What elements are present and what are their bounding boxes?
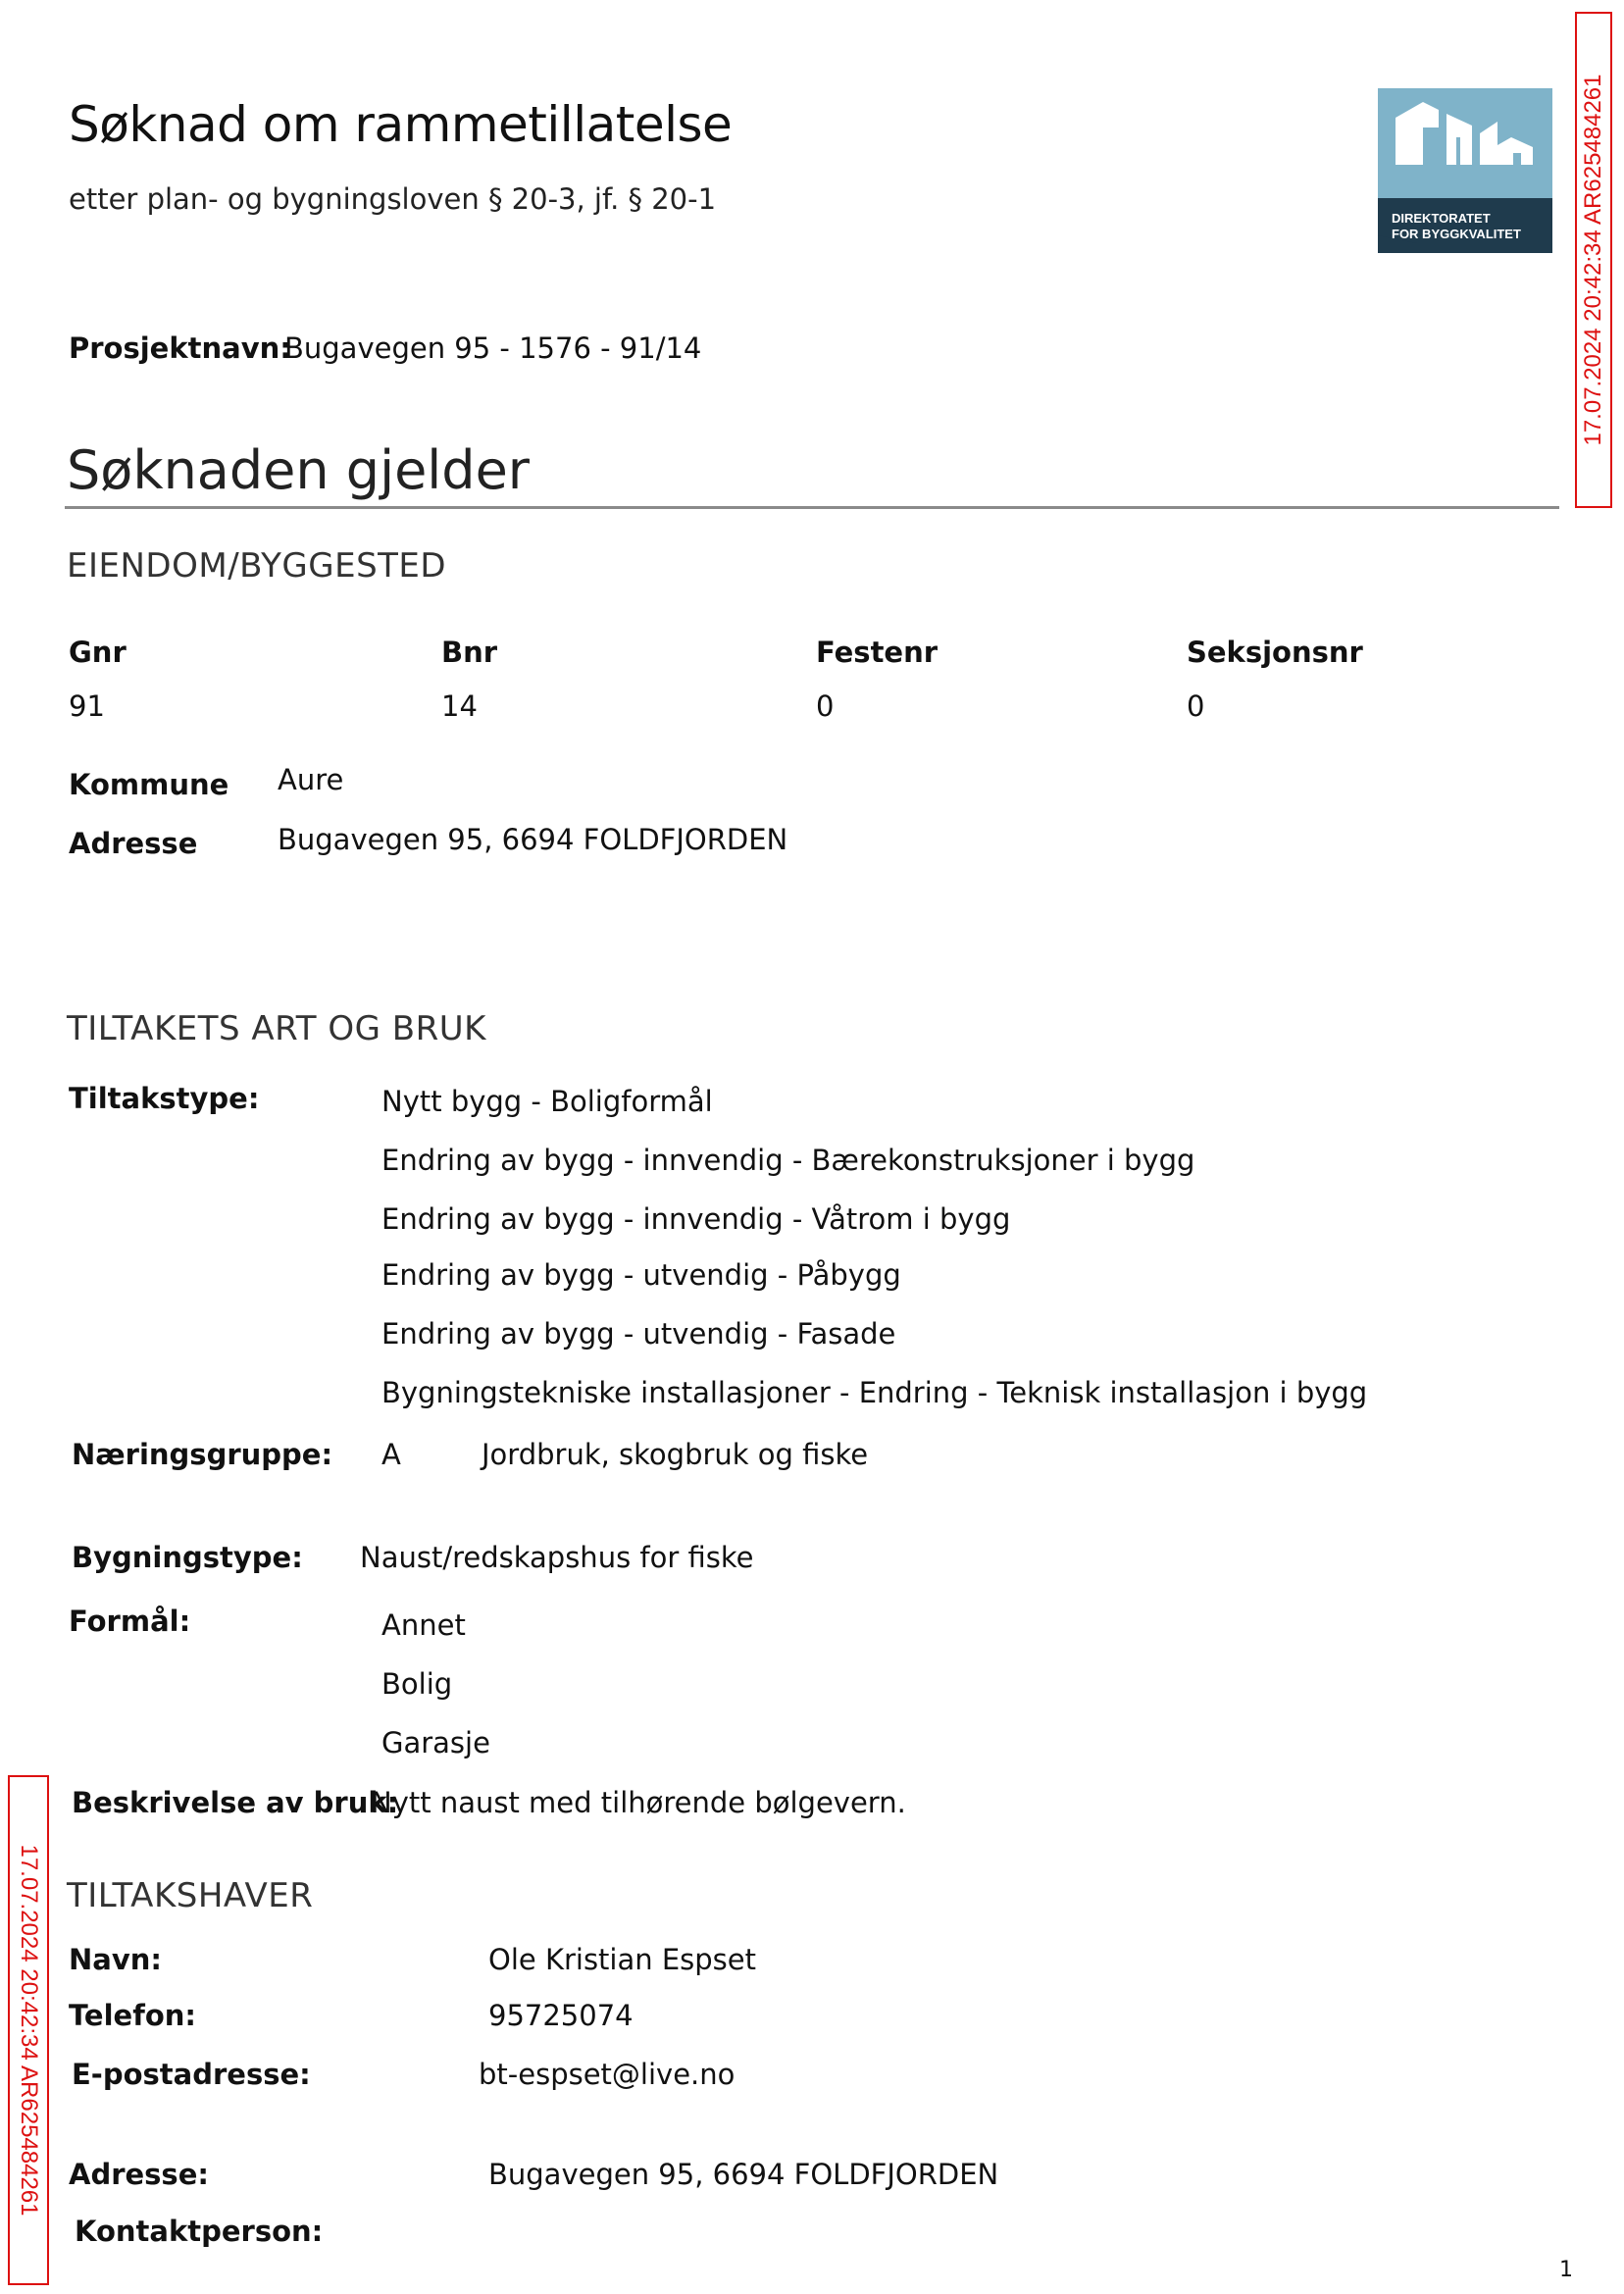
- tiltakshaver-heading: TILTAKSHAVER: [67, 1876, 314, 1915]
- document-title: Søknad om rammetillatelse: [69, 96, 733, 153]
- gnr-label: Gnr: [69, 636, 127, 669]
- tiltakshaver-adresse-label: Adresse:: [69, 2158, 209, 2191]
- adresse-label: Adresse: [69, 827, 198, 860]
- tiltakstype-item: Bygningstekniske installasjoner - Endring - Teknisk installasjon i bygg: [381, 1376, 1368, 1409]
- tiltakshaver-adresse-value: Bugavegen 95, 6694 FOLDFJORDEN: [488, 2158, 999, 2191]
- navn-label: Navn:: [69, 1943, 162, 1976]
- formaal-item: Garasje: [381, 1726, 490, 1759]
- tiltak-heading: TILTAKETS ART OG BRUK: [67, 1009, 486, 1048]
- project-label: Prosjektnavn:: [69, 331, 291, 365]
- tiltakstype-item: Nytt bygg - Boligformål: [381, 1085, 713, 1118]
- logo-line1: DIREKTORATET: [1392, 211, 1491, 226]
- bnr-label: Bnr: [441, 636, 498, 669]
- archive-stamp-text: 17.07.2024 20:42:34 AR625484261: [1580, 74, 1606, 446]
- document-subtitle: etter plan- og bygningsloven § 20-3, jf. § 20-1: [69, 182, 717, 216]
- naeringsgruppe-label: Næringsgruppe:: [72, 1438, 333, 1471]
- seksjonsnr-label: Seksjonsnr: [1187, 636, 1363, 669]
- navn-value: Ole Kristian Espset: [488, 1943, 757, 1976]
- beskrivelse-value: Nytt naust med tilhørende bølgevern.: [371, 1786, 906, 1819]
- eiendom-heading: EIENDOM/BYGGESTED: [67, 546, 447, 586]
- epost-label: E-postadresse:: [72, 2058, 311, 2091]
- tiltakstype-label: Tiltakstype:: [69, 1082, 260, 1115]
- naeringsgruppe-code: A: [381, 1438, 401, 1471]
- tiltakstype-item: Endring av bygg - innvendig - Våtrom i bygg: [381, 1202, 1011, 1236]
- tiltakstype-item: Endring av bygg - innvendig - Bærekonstruksjoner i bygg: [381, 1144, 1195, 1177]
- archive-stamp-text: 17.07.2024 20:42:34 AR625484261: [16, 1844, 42, 2217]
- telefon-label: Telefon:: [69, 1999, 196, 2032]
- section-divider: [65, 506, 1559, 509]
- formaal-item: Annet: [381, 1608, 466, 1642]
- seksjonsnr-value: 0: [1187, 689, 1205, 723]
- section-title: Søknaden gjelder: [67, 439, 530, 501]
- kommune-label: Kommune: [69, 768, 229, 801]
- project-value: Bugavegen 95 - 1576 - 91/14: [284, 331, 702, 365]
- telefon-value: 95725074: [488, 1999, 634, 2032]
- naeringsgruppe-text: Jordbruk, skogbruk og fiske: [482, 1438, 869, 1471]
- festenr-value: 0: [816, 689, 835, 723]
- tiltakstype-item: Endring av bygg - utvendig - Påbygg: [381, 1258, 901, 1292]
- gnr-value: 91: [69, 689, 105, 723]
- beskrivelse-label: Beskrivelse av bruk:: [72, 1786, 399, 1819]
- festenr-label: Festenr: [816, 636, 939, 669]
- archive-stamp-left: [8, 1775, 49, 2285]
- formaal-label: Formål:: [69, 1605, 191, 1638]
- archive-stamp-right: [1575, 12, 1612, 508]
- bygningstype-label: Bygningstype:: [72, 1541, 303, 1574]
- kontaktperson-label: Kontaktperson:: [75, 2215, 324, 2248]
- bnr-value: 14: [441, 689, 478, 723]
- epost-value: bt-espset@live.no: [479, 2058, 736, 2091]
- logo-line2: FOR BYGGKVALITET: [1392, 227, 1521, 241]
- dibk-logo: [1378, 88, 1552, 253]
- kommune-value: Aure: [278, 763, 344, 796]
- adresse-value: Bugavegen 95, 6694 FOLDFJORDEN: [278, 823, 788, 856]
- tiltakstype-item: Endring av bygg - utvendig - Fasade: [381, 1317, 896, 1351]
- bygningstype-value: Naust/redskapshus for fiske: [360, 1541, 754, 1574]
- formaal-item: Bolig: [381, 1667, 453, 1701]
- page-number: 1: [1559, 2258, 1573, 2282]
